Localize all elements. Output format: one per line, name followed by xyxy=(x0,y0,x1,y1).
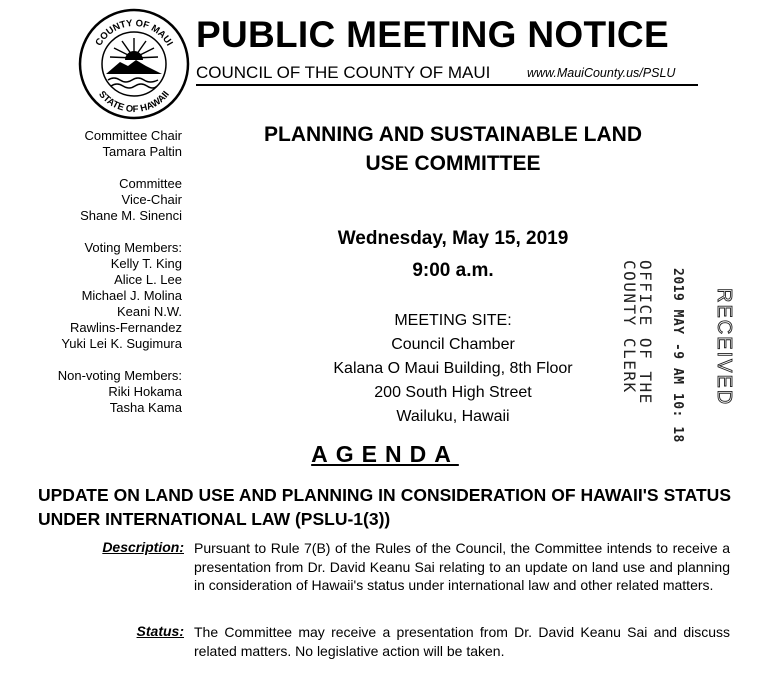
voting-member: Alice L. Lee xyxy=(114,272,182,287)
stamp-office-line2: COUNTY CLERK xyxy=(620,260,639,394)
seal-bottom-text: STATE OF HAWAII xyxy=(96,89,172,116)
vice-chair-title-2: Vice-Chair xyxy=(121,192,182,207)
seal-top-text: COUNTY OF MAUI xyxy=(93,17,175,49)
header-rule xyxy=(196,84,698,86)
voting-member: Yuki Lei K. Sugimura xyxy=(61,336,182,351)
voting-member: Keani N.W. xyxy=(116,304,182,319)
stamp-datetime-text: 2019 MAY -9 AM 10: 18 xyxy=(670,268,685,443)
county-seal xyxy=(78,8,190,120)
description-text: Pursuant to Rule 7(B) of the Rules of the Council, the Committee intends to receive a presentation from Dr. David Keanu Sai relating to an update on land use and planning in consideration of Hawaii's status under international law and other related matters. xyxy=(194,540,730,593)
chair-title: Committee Chair xyxy=(84,128,182,143)
nonvoting-member: Tasha Kama xyxy=(109,400,182,415)
voting-members-group xyxy=(20,240,182,352)
meeting-date: Wednesday, May 15, 2019 xyxy=(337,228,569,249)
status-label: Status: xyxy=(136,623,184,639)
meeting-room: Council Chamber xyxy=(391,336,515,353)
stamp-datetime xyxy=(664,254,708,444)
nonvoting-members-group xyxy=(20,368,182,416)
meeting-building: Kalana O Maui Building, 8th Floor xyxy=(333,360,573,377)
voting-member: Kelly T. King xyxy=(110,256,182,271)
nonvoting-members-title: Non-voting Members: xyxy=(57,368,182,383)
agenda-heading: AGENDA xyxy=(311,441,459,467)
council-name: COUNCIL OF THE COUNTY OF MAUI xyxy=(196,63,491,82)
stamp-office-line1: OFFICE OF THE xyxy=(636,260,655,405)
clerk-office-stamp xyxy=(622,252,662,442)
committee-name-line1: PLANNING AND SUSTAINABLE LAND xyxy=(264,123,642,146)
meeting-site-label: MEETING SITE: xyxy=(394,312,512,329)
agenda-item-heading: UPDATE ON LAND USE AND PLANNING IN CONSIDERATION OF HAWAII'S STATUS UNDER INTERNATIONAL LAW (PSLU-1(3)) xyxy=(38,485,731,529)
meeting-city: Wailuku, Hawaii xyxy=(396,408,510,425)
voting-members-title: Voting Members: xyxy=(84,240,182,255)
website-link[interactable]: www.MauiCounty.us/PSLU xyxy=(527,66,676,80)
vice-chair-title-1: Committee xyxy=(119,176,182,191)
committee-name xyxy=(210,120,696,178)
committee-roster xyxy=(20,128,182,432)
received-stamp xyxy=(708,286,748,426)
chair-group xyxy=(20,128,182,160)
chair-name: Tamara Paltin xyxy=(102,144,182,159)
meeting-street: 200 South High Street xyxy=(374,384,532,401)
stamp-received-text: RECEIVED xyxy=(713,288,735,407)
committee-name-line2: USE COMMITTEE xyxy=(365,152,541,175)
description-label: Description: xyxy=(102,539,184,555)
nonvoting-member: Riki Hokama xyxy=(108,384,182,399)
vice-chair-name: Shane M. Sinenci xyxy=(80,208,182,223)
voting-member: Rawlins-Fernandez xyxy=(70,320,182,335)
notice-title: PUBLIC MEETING NOTICE xyxy=(196,14,669,55)
meeting-time: 9:00 a.m. xyxy=(412,260,494,281)
status-text: The Committee may receive a presentation from Dr. David Keanu Sai and discuss related matters. No legislative action will be taken. xyxy=(194,624,730,659)
voting-member: Michael J. Molina xyxy=(81,288,182,303)
vice-chair-group xyxy=(20,176,182,224)
